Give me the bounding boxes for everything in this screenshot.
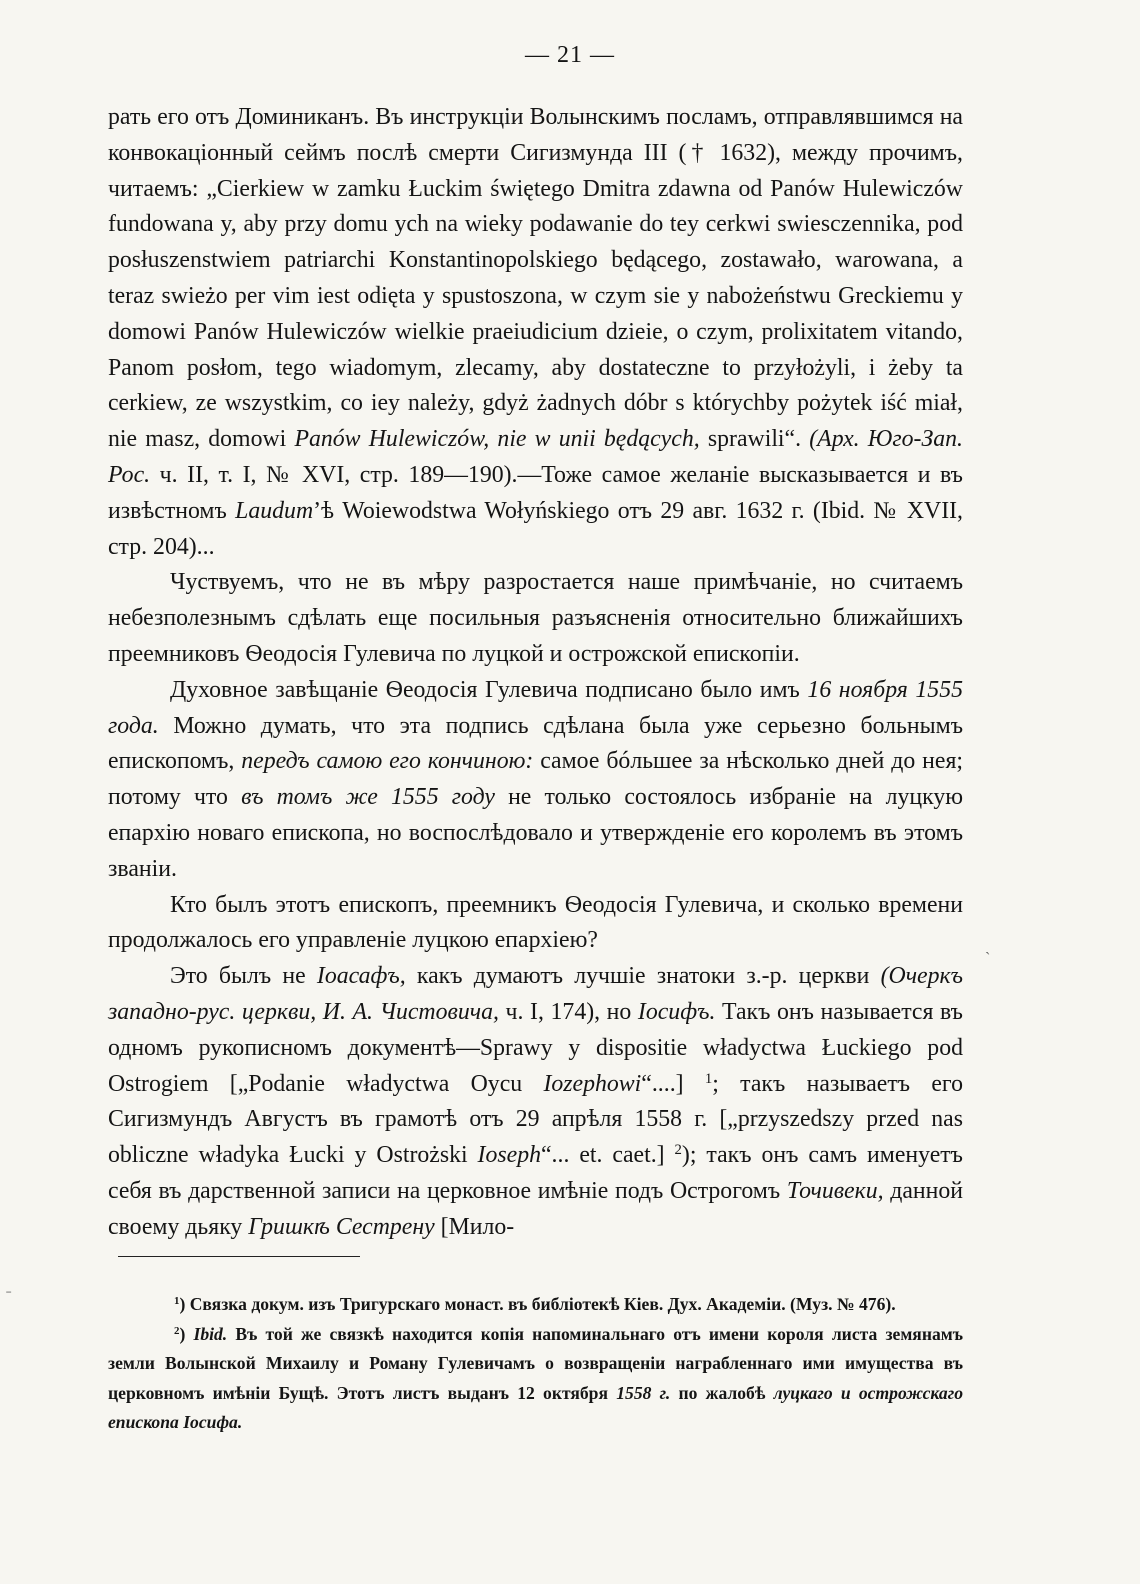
- text-run: Духовное завѣщаніе Ѳеодосія Гулевича подписано было имъ: [170, 676, 808, 703]
- text-run: ; такъ называетъ его Сигизмундъ Августъ въ грамотѣ отъ 29 апрѣля 1558 г. [„przyszedszy przed nas obliczne władyka Łucki y Ostrożski: [108, 1070, 963, 1169]
- scan-mark: ˗: [6, 1282, 12, 1299]
- text-run: по жалобѣ: [670, 1382, 774, 1403]
- text-run: “... et. caet.]: [541, 1142, 675, 1169]
- text-run: ’ѣ Woiewodstwa Wołyńskiego отъ 29 авг. 1632 г. (Ibid. № XVII, стр. 204)...: [108, 497, 963, 560]
- text-run: ): [179, 1323, 194, 1344]
- text-run: самое бóльшее за нѣсколько дней до нея; потому что: [108, 748, 964, 811]
- paragraph: [108, 673, 963, 888]
- italic-run: Іосифъ.: [637, 998, 716, 1025]
- text-run: Чуствуемъ, что не въ мѣру разростается наше примѣчаніе, но считаемъ небезполезнымъ сдѣлать еще посильныя разъясненія относительно ближайшихъ преемниковъ Ѳеодосія Гулевича по луцкой и острожской епископіи.: [108, 569, 963, 667]
- text-run: ); такъ онъ самъ именуетъ себя въ дарственной записи на церковное имѣніе подъ Острогомъ: [108, 1142, 963, 1204]
- footnote-divider: [118, 1256, 360, 1257]
- text-run: Можно думать, что эта подпись сдѣлана была уже серьезно больнымъ епископомъ,: [108, 712, 963, 775]
- main-text: [108, 100, 963, 1246]
- text-run: данной своему дьяку: [108, 1177, 963, 1240]
- italic-run: въ томъ же 1555 году: [241, 784, 495, 811]
- italic-run: Точивеки,: [786, 1177, 884, 1204]
- italic-run: Ibid.: [193, 1323, 228, 1344]
- footnote-ref: 1: [704, 1070, 713, 1087]
- italic-run: Ioseph: [477, 1142, 541, 1169]
- italic-run: Panów Hulewiczów, nie w unii będących,: [294, 426, 700, 453]
- italic-run: передъ самою его кончиною:: [241, 748, 534, 775]
- text-run: какъ думаютъ лучшіе знатоки з.-р. церкви: [405, 963, 881, 990]
- text-run: Кто былъ этотъ епископъ, преемникъ Ѳеодосія Гулевича, и сколько времени продолжалось его управленіе луцкою епархіею?: [108, 891, 963, 954]
- italic-run: Iozephowi: [543, 1070, 642, 1097]
- italic-run: (Очеркъ западно-рус. церкви, И. А. Чистовича,: [108, 963, 963, 1025]
- text-run: Въ той же связкѣ находится копія напоминальнаго отъ имени короля листа земянамъ земли Волынской Михаилу и Роману Гулевичамъ о возвращеніи награбленнаго ими имущества въ церковномъ имѣніи Бущѣ. Этотъ листъ выданъ 12 октября: [108, 1323, 963, 1403]
- italic-run: (Арх. Юго-Зап. Рос.: [108, 426, 964, 488]
- text-run: Это былъ не: [170, 963, 317, 990]
- footnote-ref: 2: [174, 1324, 180, 1337]
- footnote-ref: 2: [674, 1142, 682, 1158]
- paragraph: [108, 888, 963, 960]
- italic-run: луцкаго и острожскаго епископа Іосифа.: [108, 1382, 963, 1432]
- text-run: “....]: [641, 1070, 705, 1097]
- footnotes: [108, 1290, 963, 1438]
- italic-run: Гришкѣ Сестрену: [248, 1213, 435, 1240]
- scan-mark: ˏ: [985, 938, 991, 955]
- text-run: не только состоялось избраніе на луцкую епархію новаго епископа, но воспослѣдовало и утвержденіе его королемъ въ этомъ званіи.: [108, 784, 963, 882]
- italic-run: Laudum: [235, 497, 314, 524]
- text-run: sprawili“.: [699, 426, 810, 453]
- paragraph: [108, 100, 963, 565]
- footnote-ref: 1: [174, 1295, 180, 1307]
- footnote: [108, 1290, 963, 1320]
- text-run: ч. II, т. I, № XVI, стр. 189—190).—Тоже самое желаніе высказывается и въ извѣстномъ: [108, 461, 963, 524]
- text-run: ) Связка докум. изъ Тригурскаго монаст. въ библіотекѣ Кіев. Дух. Академіи. (Муз. № 476).: [179, 1294, 896, 1314]
- italic-run: 16 ноября 1555 года.: [108, 676, 963, 739]
- text-run: ч. I, 174), но: [498, 998, 638, 1025]
- paragraph: [108, 959, 963, 1245]
- italic-run: Іоасафъ,: [316, 963, 406, 990]
- footnote: [108, 1320, 963, 1438]
- paragraph: [108, 565, 963, 672]
- text-run: [Мило-: [434, 1213, 515, 1240]
- page-number: — 21 —: [525, 42, 615, 68]
- italic-run: 1558 г.: [616, 1382, 671, 1403]
- text-run: Такъ онъ называется въ одномъ рукописномъ документѣ—Sprawy y dispositie władyctwa Łuckiego pod Ostrogiem [„Podanie władyctwa Oycu: [108, 998, 963, 1097]
- text-run: рать его отъ Доминиканъ. Въ инструкціи Волынскимъ посламъ, отправлявшимся на конвокаціонный сеймъ послѣ смерти Сигизмунда III († 1632), между прочимъ, читаемъ: „Cierkiew w zamku Łuckim świętego Dmitra zdawna od Panów Hulewiczów fundowana y, aby przy domu ych na wieky podawanie do tey cerkwi swiesczennika, pod posłuszenstwiem patriarchi Konstantinopolskiego będącego, zostawało, warowana, a teraz swieżo per vim iest odięta y spustoszona, w czym sie y nabożeństwu Greckiemu y domowi Panów Hulewiczów wielkie praeiudicium dzieie, o czym, prolixitatem vitando, Panom posłom, tego wiadomym, zlecamy, aby dostateczne to przyłożyli, i żeby ta cerkiew, ze wszystkim, co iey należy, gdyż żadnych dóbr s którychby pożytek iść miał, nie masz, domowi: [108, 104, 963, 453]
